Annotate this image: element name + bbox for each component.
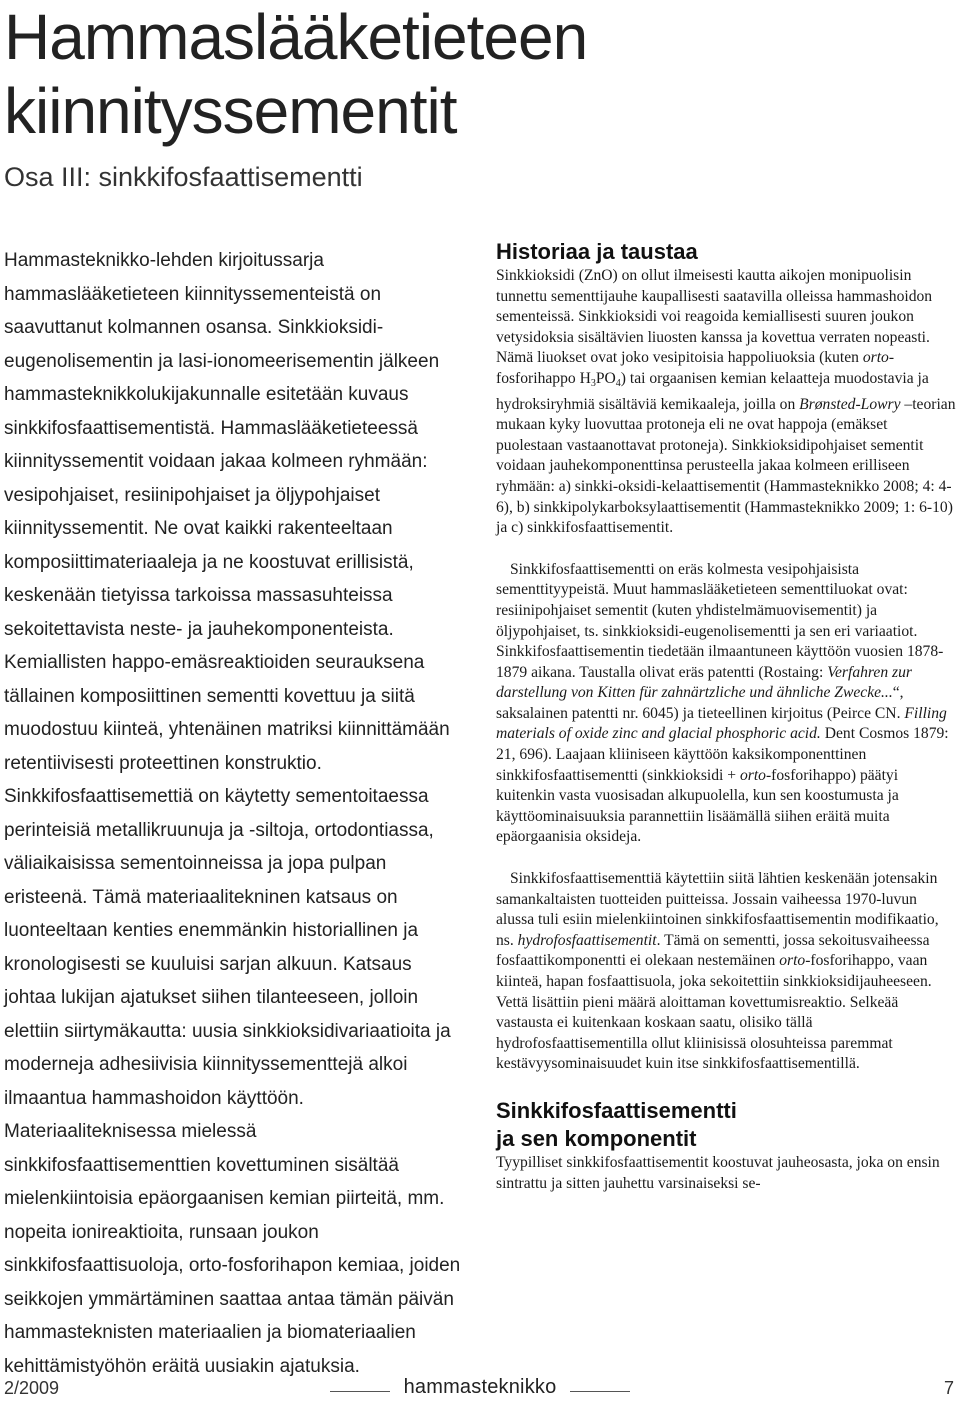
footer-rule-right [570,1391,630,1392]
section-heading-components: Sinkkifosfaattisementti ja sen komponentit [496,1097,737,1151]
footer-brand [330,1374,630,1404]
components-paragraph: Tyypilliset sinkkifosfaattisementit koostuvat jauheosasta, joka on ensin sintrattu ja sitten jauhettu varsinaiseksi se- [496,1153,940,1192]
issue-number: 2/2009 [4,1378,60,1398]
history-paragraph-2: Sinkkifosfaattisementti on eräs kolmesta vesipohjaisista sementtityypeistä. Muut hammaslääketieteen sementtiluokat ovat: resiinipohjaiset sementit (kuten yhdistelmämuovisementit) ja öljypohjaiset, ts. sinkkioksidi-eugenolisementti ja sen eri variaatiot. Sinkkifosfaattisementin tiedetään ilmaantuneen käyttöön vuosien 1878-1879 aikana. Taustalla olivat eräs patentti (Rostaing: Verfahren zur darstellung von Kitten für zahnärtzliche und ähnliche Zwecke...“, saksalainen patentti nr. 6045) ja tieteellinen kirjoitus (Peirce CN. Filling materials of oxide zinc and glacial phosphoric acid. Dent Cosmos 1879: 21, 696). Laajaan kliiniseen käyttöön kaksikomponenttinen sinkkifosfaattisementti (sinkkioksidi + orto-fosforihappo) päätyi kuitenkin vasta vuosisadan alkupuolella, kun sen koostumusta ja käyttöominaisuuksia parannettiin lisäämällä siihen eräitä muita epäorgaanisia oksideja. [496,560,949,846]
footer-rule-left [330,1391,390,1392]
article-subtitle: Osa III: sinkkifosfaattisementti [4,162,363,192]
history-paragraph-1: Sinkkioksidi (ZnO) on ollut ilmeisesti kautta aikojen monipuolisin tunnettu sementtijauhe kaupallisesti saatavilla olleissa hammashoidon sementeissä. Sinkkioksidi voi reagoida kemiallisesti suuren joukon vetysidoksia sisältävien liuosten kanssa ja kovettua verraten nopeasti. Nämä liuokset ovat joko vesipitoisia happoliuoksia (kuten orto-fosforihappo $H_3PO_4$) tai orgaanisen kemian kelaatteja muodostavia ja hydroksiryhmiä sisältäviä kemikaaleja, joilla on Brønsted-Lowry –teorian mukaan kyky luovuttaa protoneja eli ne ovat happoja (emäkset puolestaan vastaanottavat protoneja). Sinkkioksidipohjaiset sementit voidaan jauhekomponenttinsa perusteella jakaa kolmeen erilliseen ryhmään: a) sinkki-oksidi-kelaattisementit (Hammasteknikko 2008; 4: 4-6), b) sinkkipolykarboksylaattisementit (Hammasteknikko 2009; 1: 6-10) ja c) sinkkifosfaattisementit. [496,267,956,537]
right-column [496,238,956,1194]
brand-logo-text: hammasteknikko [403,1376,557,1398]
article-title: Hammaslääketieteen kiinnityssementit [4,1,588,147]
section-heading-history: Historiaa ja taustaa [496,239,698,264]
lead-paragraph: Hammasteknikko-lehden kirjoitussarja hammaslääketieteen kiinnityssementeistä on saavuttanut kolmannen osansa. Sinkkioksidi-eugenolisementin ja lasi-ionomeerisementin jälkeen hammasteknikkolukijakunnalle esitetään kuvaus sinkkifosfaattisementistä. Hammaslääketieteessä kiinnityssementit voidaan jakaa kolmeen ryhmään: vesipohjaiset, resiinipohjaiset ja öljypohjaiset kiinnityssementit. Ne ovat kaikki rakenteeltaan komposiittimateriaaleja ja ne koostuvat erillisistä, keskenään tietyissa tarkoissa massasuhteissa sekoitettavista neste- ja jauhekomponenteista. Kemiallisten happo-emäsreaktioiden seurauksena tällainen komposiittinen sementti kovettuu ja siitä muodostuu kiinteä, yhtenäinen matriksi kiinnittämään retentiivisesti proteettinen konstruktio. Sinkkifosfaattisemettiä on käytetty sementoitaessa perinteisiä metallikruunuja ja -siltoja, ortodontiassa, väliaikaisissa sementoinneissa ja jopa pulpan eristeenä. Tämä materiaalitekninen katsaus on luonteeltaan kenties enemmänkin historiallinen ja kronologisesti se kuuluisi sarjan alkuun. Katsaus johtaa lukijan ajatukset siihen tilanteeseen, jolloin elettiin siirtymäkautta: uusia sinkkioksidivariaatioita ja moderneja adhesiivisia kiinnityssementtejä alkoi ilmaantua hammashoidon käyttöön. Materiaaliteknisessa mielessä sinkkifosfaattisementtien kovettuminen sisältää mielenkiintoisia epäorgaanisen kemian piirteitä, mm. nopeita ionireaktioita, runsaan joukon sinkkifosfaattisuoloja, orto-fosforihapon kemiaa, joiden seikkojen ymmärtäminen saattaa antaa tämän päivän hammasteknisten materiaalien ja biomateriaalien kehittämistyöhön eräitä uusiakin ajatuksia. [4,250,461,1377]
history-paragraph-3: Sinkkifosfaattisementtiä käytettiin siitä lähtien keskenään jotensakin samankaltaisten tuotteiden puitteissa. Jossain vaiheessa 1970-luvun alussa tuli esiin mielenkiintoinen sinkkifosfaattisementin modifikaatio, ns. hydrofosfaattisementit. Tämä on sementti, jossa sekoitusvaiheessa fosfaattikomponentti ei olekaan nestemäinen orto-fosforihappo, vaan kiinteä, hapan fosfaattisuola, joka sekoitettiin sinkkioksidijauheeseen. Vettä lisättiin pieni määrä aloittaman kovettumisreaktio. Selkeää vastausta ei kuitenkaan koskaan saatu, olisiko tällä hydrofosfaattisementilla ollut kliinisissä olosuhteissa paremmat kestävyysominaisuudet kuin itse sinkkifosfaattisementillä. [496,870,939,1073]
page-number: 7 [943,1378,954,1398]
